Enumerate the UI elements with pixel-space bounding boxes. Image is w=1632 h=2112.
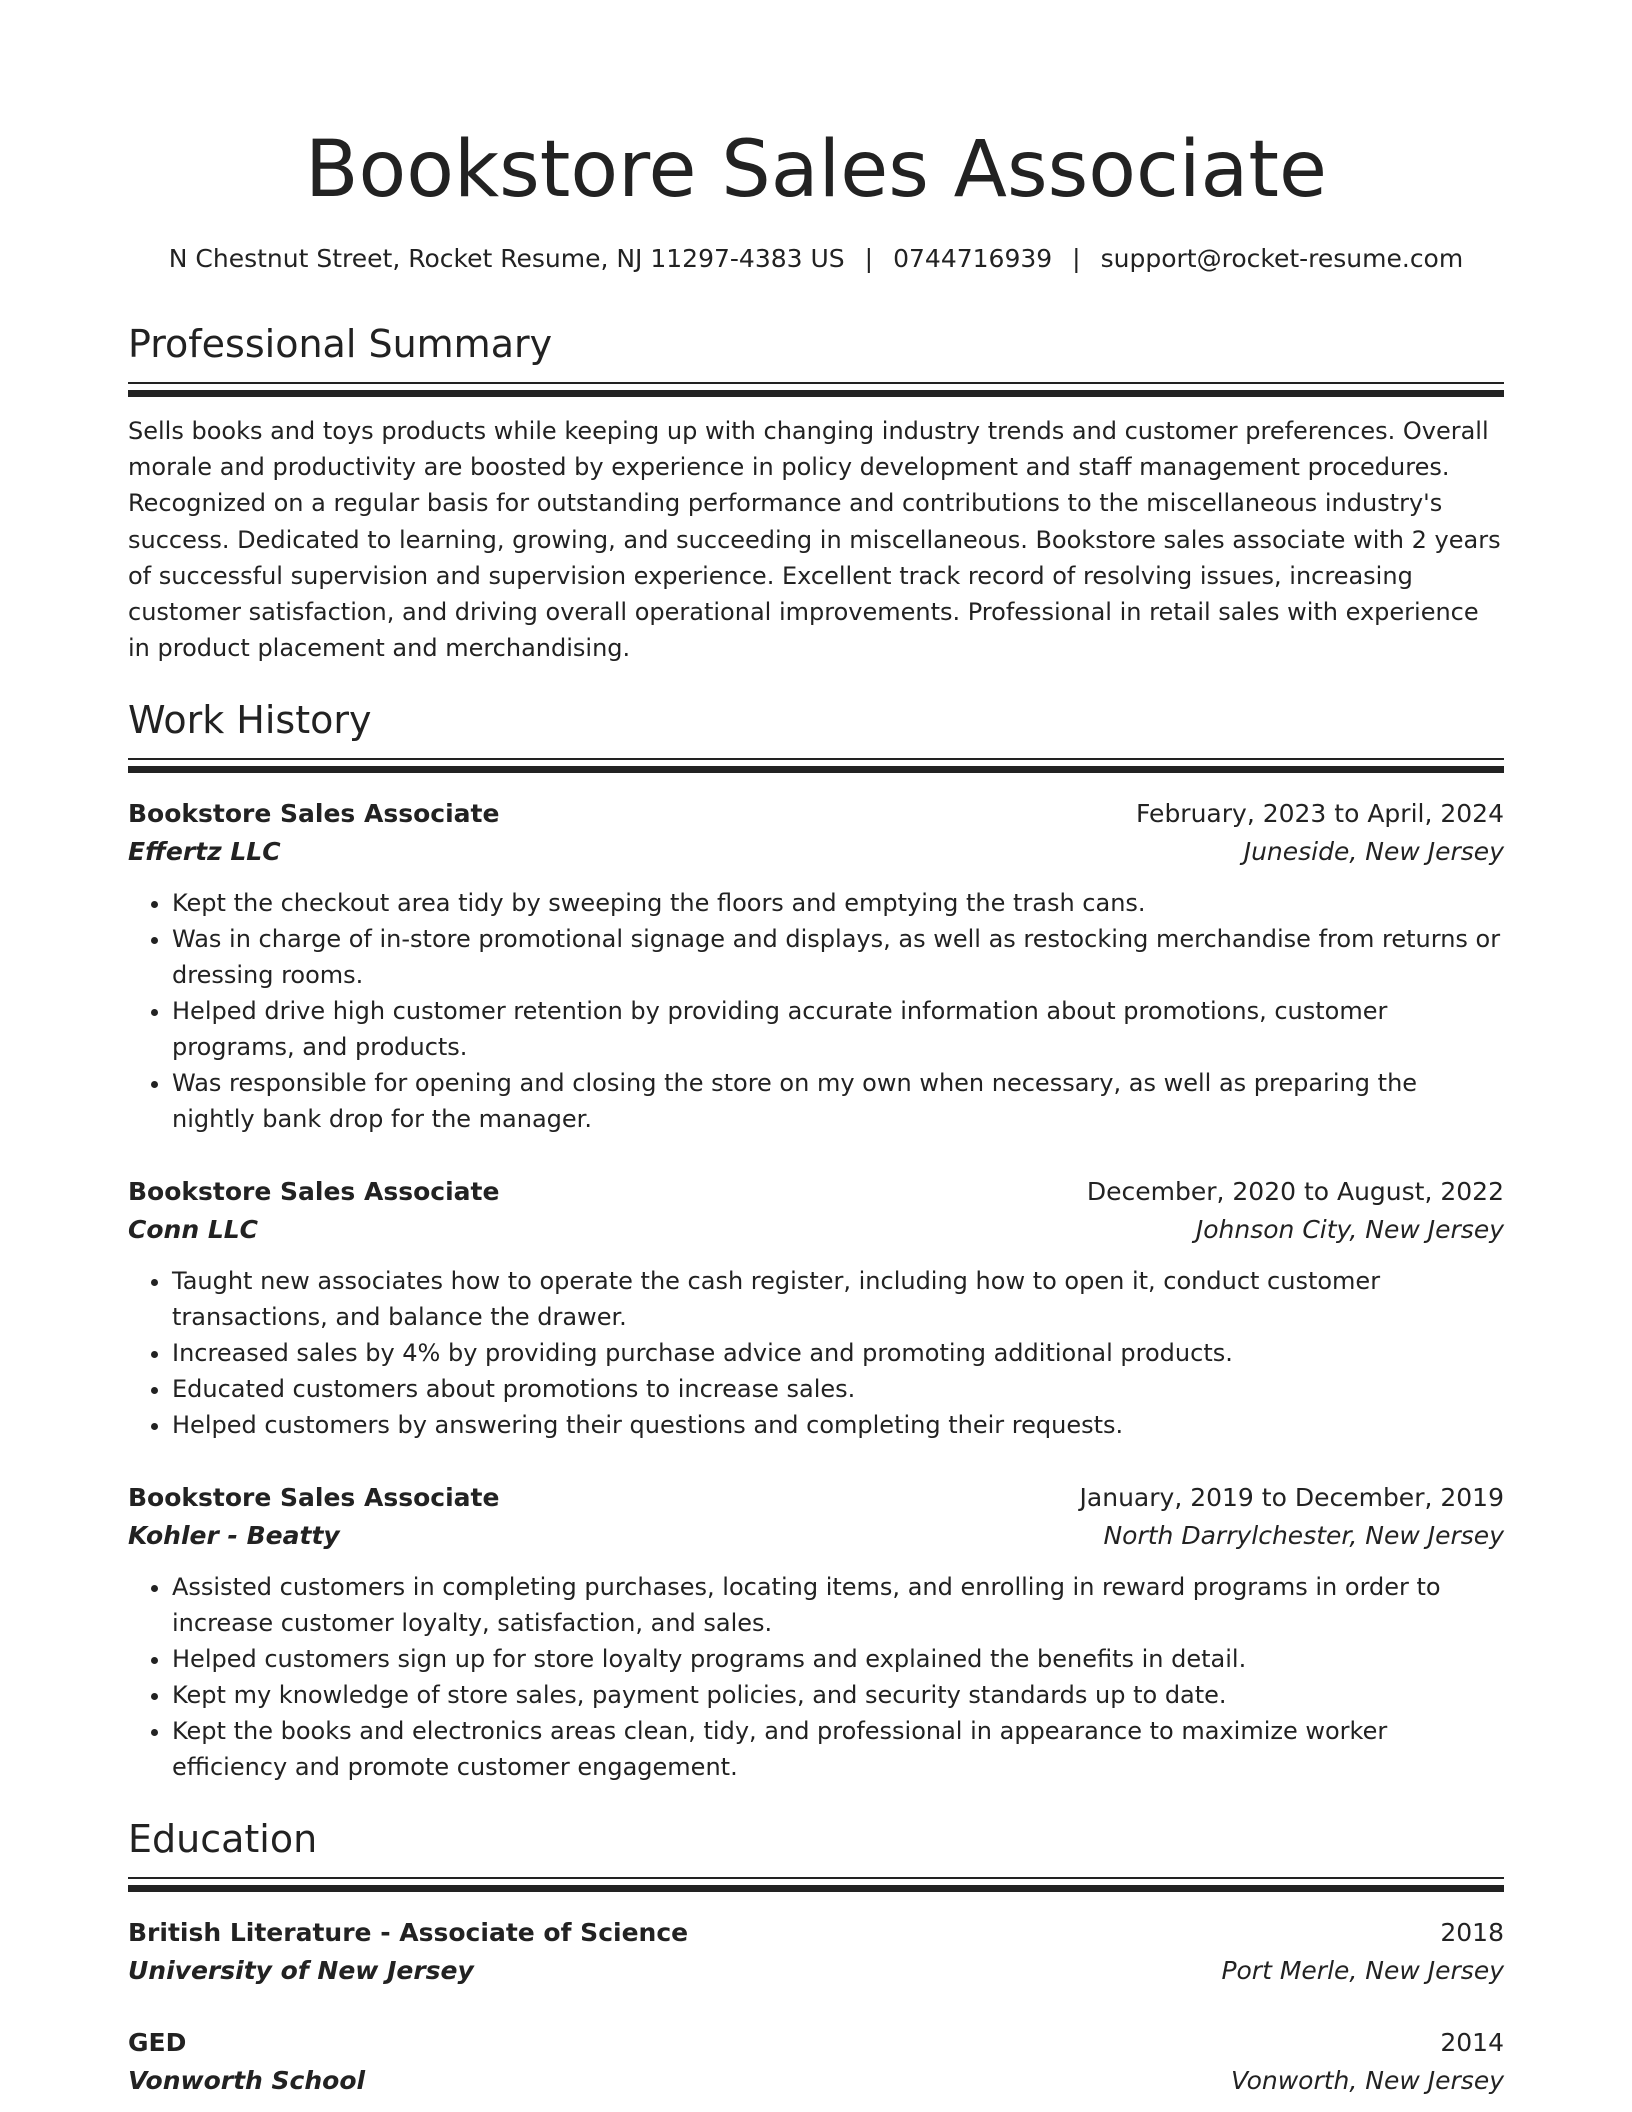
job-bullet: • Helped customers sign up for store loyalty programs and explained the benefits in detail. — [172, 1641, 1504, 1677]
job-title: Bookstore Sales Associate — [128, 1483, 500, 1513]
job-company-row — [128, 1211, 1504, 1249]
job-bullet: • Taught new associates how to operate the cash register, including how to open it, conduct customer transactions, and balance the drawer. — [172, 1263, 1504, 1335]
section-divider-thick — [128, 766, 1504, 773]
education-header-row — [128, 2024, 1504, 2062]
work-history-section — [128, 696, 1504, 1785]
job-bullet: • Was in charge of in-store promotional signage and displays, as well as restocking merchandise from returns or dressing rooms. — [172, 921, 1504, 993]
job-location: North Darrylchester, New Jersey — [1103, 1521, 1504, 1551]
job-company: Kohler - Beatty — [128, 1521, 340, 1551]
job-title: Bookstore Sales Associate — [128, 1177, 500, 1207]
contact-address: N Chestnut Street, Rocket Resume, NJ 11297-4383 US — [168, 244, 845, 273]
section-divider-thick — [128, 1885, 1504, 1892]
job-header-row — [128, 1479, 1504, 1517]
section-divider — [128, 1877, 1504, 1879]
job-bullet: • Kept my knowledge of store sales, payment policies, and security standards up to date. — [172, 1677, 1504, 1713]
education-section — [128, 1815, 1504, 2100]
job-bullet: • Educated customers about promotions to increase sales. — [172, 1371, 1504, 1407]
section-divider — [128, 758, 1504, 760]
education-school: Vonworth School — [128, 2066, 366, 2096]
summary-section — [128, 320, 1504, 666]
job-location: Juneside, New Jersey — [1243, 837, 1504, 867]
contact-phone: 0744716939 — [893, 244, 1053, 273]
job-company: Conn LLC — [128, 1215, 259, 1245]
job-dates: February, 2023 to April, 2024 — [1136, 799, 1504, 829]
summary-text: Sells books and toys products while keeping up with changing industry trends and customer preferences. Overall morale and productivity are boosted by experience in policy development and staff management procedures. Recognized on a regular basis for outstanding performance and contributions to the miscellaneous industry's success. Dedicated to learning, growing, and succeeding in miscellaneous. Bookstore sales associate with 2 years of successful supervision and supervision experience. Excellent track record of resolving issues, increasing customer satisfaction, and driving overall operational improvements. Professional in retail sales with experience in product placement and merchandising. — [128, 417, 1501, 663]
education-entry — [128, 2024, 1504, 2100]
job-dates: December, 2020 to August, 2022 — [1086, 1177, 1504, 1207]
job-company: Effertz LLC — [128, 837, 281, 867]
section-title-summary: Professional Summary — [128, 322, 553, 366]
education-location: Port Merle, New Jersey — [1221, 1956, 1504, 1986]
job-entry — [128, 1479, 1504, 1785]
job-entry — [128, 1173, 1504, 1443]
job-bullets — [128, 1263, 1504, 1443]
job-header-row — [128, 795, 1504, 833]
contact-separator: | — [1072, 244, 1081, 273]
education-location: Vonworth, New Jersey — [1230, 2066, 1504, 2096]
education-school-row — [128, 2062, 1504, 2100]
education-year: 2018 — [1440, 1918, 1504, 1948]
job-bullet: • Kept the books and electronics areas clean, tidy, and professional in appearance to maximize worker efficiency and promote customer engagement. — [172, 1713, 1504, 1785]
job-bullet: • Helped drive high customer retention by providing accurate information about promotions, customer programs, and products. — [172, 993, 1504, 1065]
job-bullet: • Assisted customers in completing purchases, locating items, and enrolling in reward programs in order to increase customer loyalty, satisfaction, and sales. — [172, 1569, 1504, 1641]
education-year: 2014 — [1440, 2028, 1504, 2058]
section-divider-thick — [128, 390, 1504, 397]
job-company-row — [128, 1517, 1504, 1555]
job-bullet: • Was responsible for opening and closing the store on my own when necessary, as well as preparing the nightly bank drop for the manager. — [172, 1065, 1504, 1137]
education-school: University of New Jersey — [128, 1956, 474, 1986]
education-degree: GED — [128, 2028, 187, 2058]
job-bullet: • Increased sales by 4% by providing purchase advice and promoting additional products. — [172, 1335, 1504, 1371]
job-company-row — [128, 833, 1504, 871]
section-title-work-history: Work History — [128, 698, 372, 743]
education-school-row — [128, 1952, 1504, 1990]
job-bullet: • Helped customers by answering their questions and completing their requests. — [172, 1407, 1504, 1443]
job-dates: January, 2019 to December, 2019 — [1079, 1483, 1504, 1513]
contact-email: support@rocket-resume.com — [1100, 244, 1464, 273]
section-divider — [128, 382, 1504, 384]
job-location: Johnson City, New Jersey — [1195, 1215, 1504, 1245]
resume-name: Bookstore Sales Associate — [305, 125, 1327, 215]
education-degree: British Literature - Associate of Science — [128, 1918, 689, 1948]
job-entry — [128, 795, 1504, 1137]
contact-separator: | — [864, 244, 874, 273]
job-bullets — [128, 1569, 1504, 1785]
job-bullet: • Kept the checkout area tidy by sweeping the floors and emptying the trash cans. — [172, 885, 1504, 921]
job-header-row — [128, 1173, 1504, 1211]
section-title-education: Education — [128, 1817, 318, 1862]
education-entry — [128, 1914, 1504, 1990]
job-bullets — [128, 885, 1504, 1137]
job-title: Bookstore Sales Associate — [128, 799, 500, 829]
contact-line — [128, 242, 1504, 276]
education-header-row — [128, 1914, 1504, 1952]
